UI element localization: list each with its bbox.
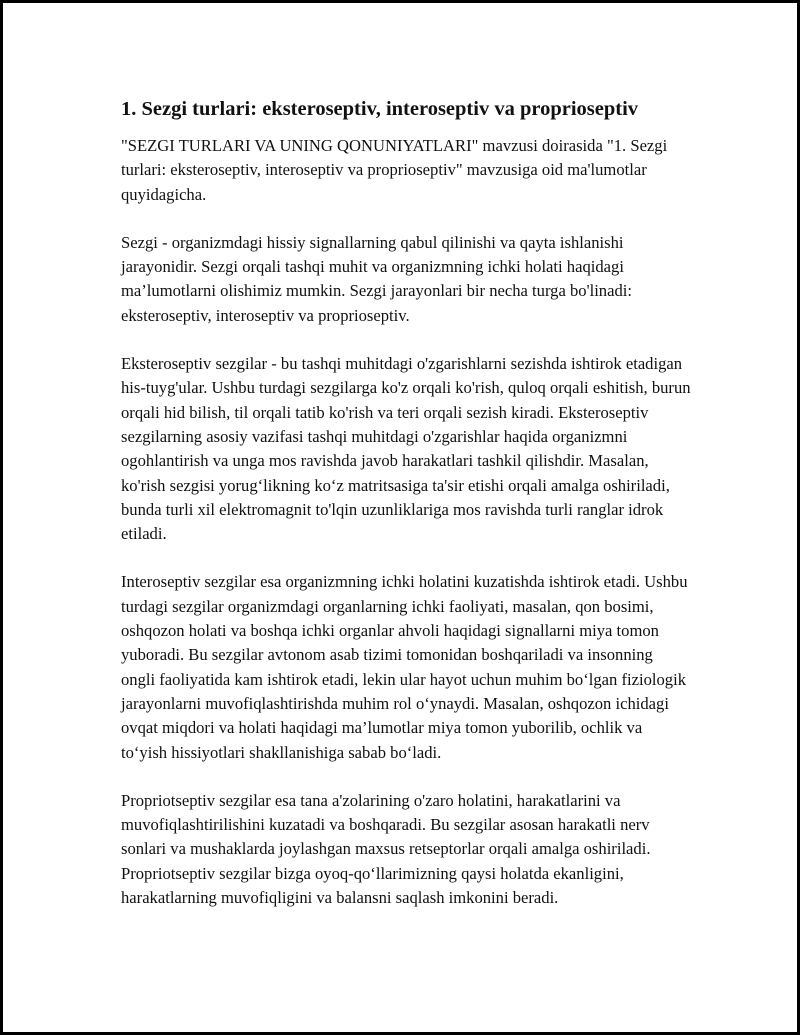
sezgi-definition-paragraph: Sezgi - organizmdagi hissiy signallarning qabul qilinishi va qayta ishlanishi jarayonidir. Sezgi orqali tashqi muhit va organizmning ichki holati haqidagi ma’lumotlarni olishimiz mumkin. Sezgi jarayonlari bir necha turga bo'linadi: eksteroseptiv, interoseptiv va proprioseptiv. xyxy=(121,232,632,325)
eksteroseptiv-paragraph: Eksteroseptiv sezgilar - bu tashqi muhitdagi o'zgarishlarni sezishda ishtirok etadigan his-tuyg'ular. Ushbu turdagi sezgilarga ko'z orqali ko'rish, quloq orqali eshitish, burun orqali hid bilish, til orqali tatib ko'rish va teri orqali sezish kiradi. Eksteroseptiv sezgilarning asosiy vazifasi tashqi muhitdagi o'zgarishlar haqida organizmni ogohlantirish va unga mos ravishda javob harakatlari tashkil qilishdir. Masalan, ko'rish sezgisi yorug‘likning ko‘z matritsasiga ta'sir etishi orqali amalga oshiriladi, bunda turli xil elektromagnit to'lqin uzunliklariga mos ravishda turli ranglar idrok etiladi. xyxy=(121,354,691,544)
document-title: 1. Sezgi turlari: eksteroseptiv, interoseptiv va proprioseptiv xyxy=(121,98,639,120)
propriotseptiv-paragraph: Propriotseptiv sezgilar esa tana a'zolarining o'zaro holatini, harakatlarini va muvofiqlashtirilishini kuzatadi va boshqaradi. Bu sezgilar asosan harakatli nerv sonlari va mushaklarda joylashgan maxsus retseptorlar orqali amalga oshiriladi. Propriotseptiv sezgilar bizga oyoq-qo‘llarimizning qaysi holatda ekanligini, harakatlarning muvofiqligini va balansni saqlash imkonini beradi. xyxy=(121,790,651,908)
interoseptiv-paragraph: Interoseptiv sezgilar esa organizmning ichki holatini kuzatishda ishtirok etadi. Ushbu turdagi sezgilar organizmdagi organlarning ichki faoliyati, masalan, qon bosimi, oshqozon holati va boshqa ichki organlar ahvoli haqidagi signallarni miya tomon yuboradi. Bu sezgilar avtonom asab tizimi tomonidan boshqariladi va insonning ongli faoliyatida kam ishtirok etadi, lekin ular hayot uchun muhim bo‘lgan fiziologik jarayonlarni muvofiqlashtirishda muhim rol o‘ynaydi. Masalan, oshqozon ichidagi ovqat miqdori va holati haqidagi ma’lumotlar miya tomon yuborilib, ochlik va to‘yish hissiyotlari shakllanishiga sabab bo‘ladi. xyxy=(121,572,688,762)
document-body xyxy=(121,96,691,934)
intro-paragraph: "SEZGI TURLARI VA UNING QONUNIYATLARI" mavzusi doirasida "1. Sezgi turlari: eksteroseptiv, interoseptiv va proprioseptiv" mavzusiga oid ma'lumotlar quyidagicha. xyxy=(121,136,668,204)
